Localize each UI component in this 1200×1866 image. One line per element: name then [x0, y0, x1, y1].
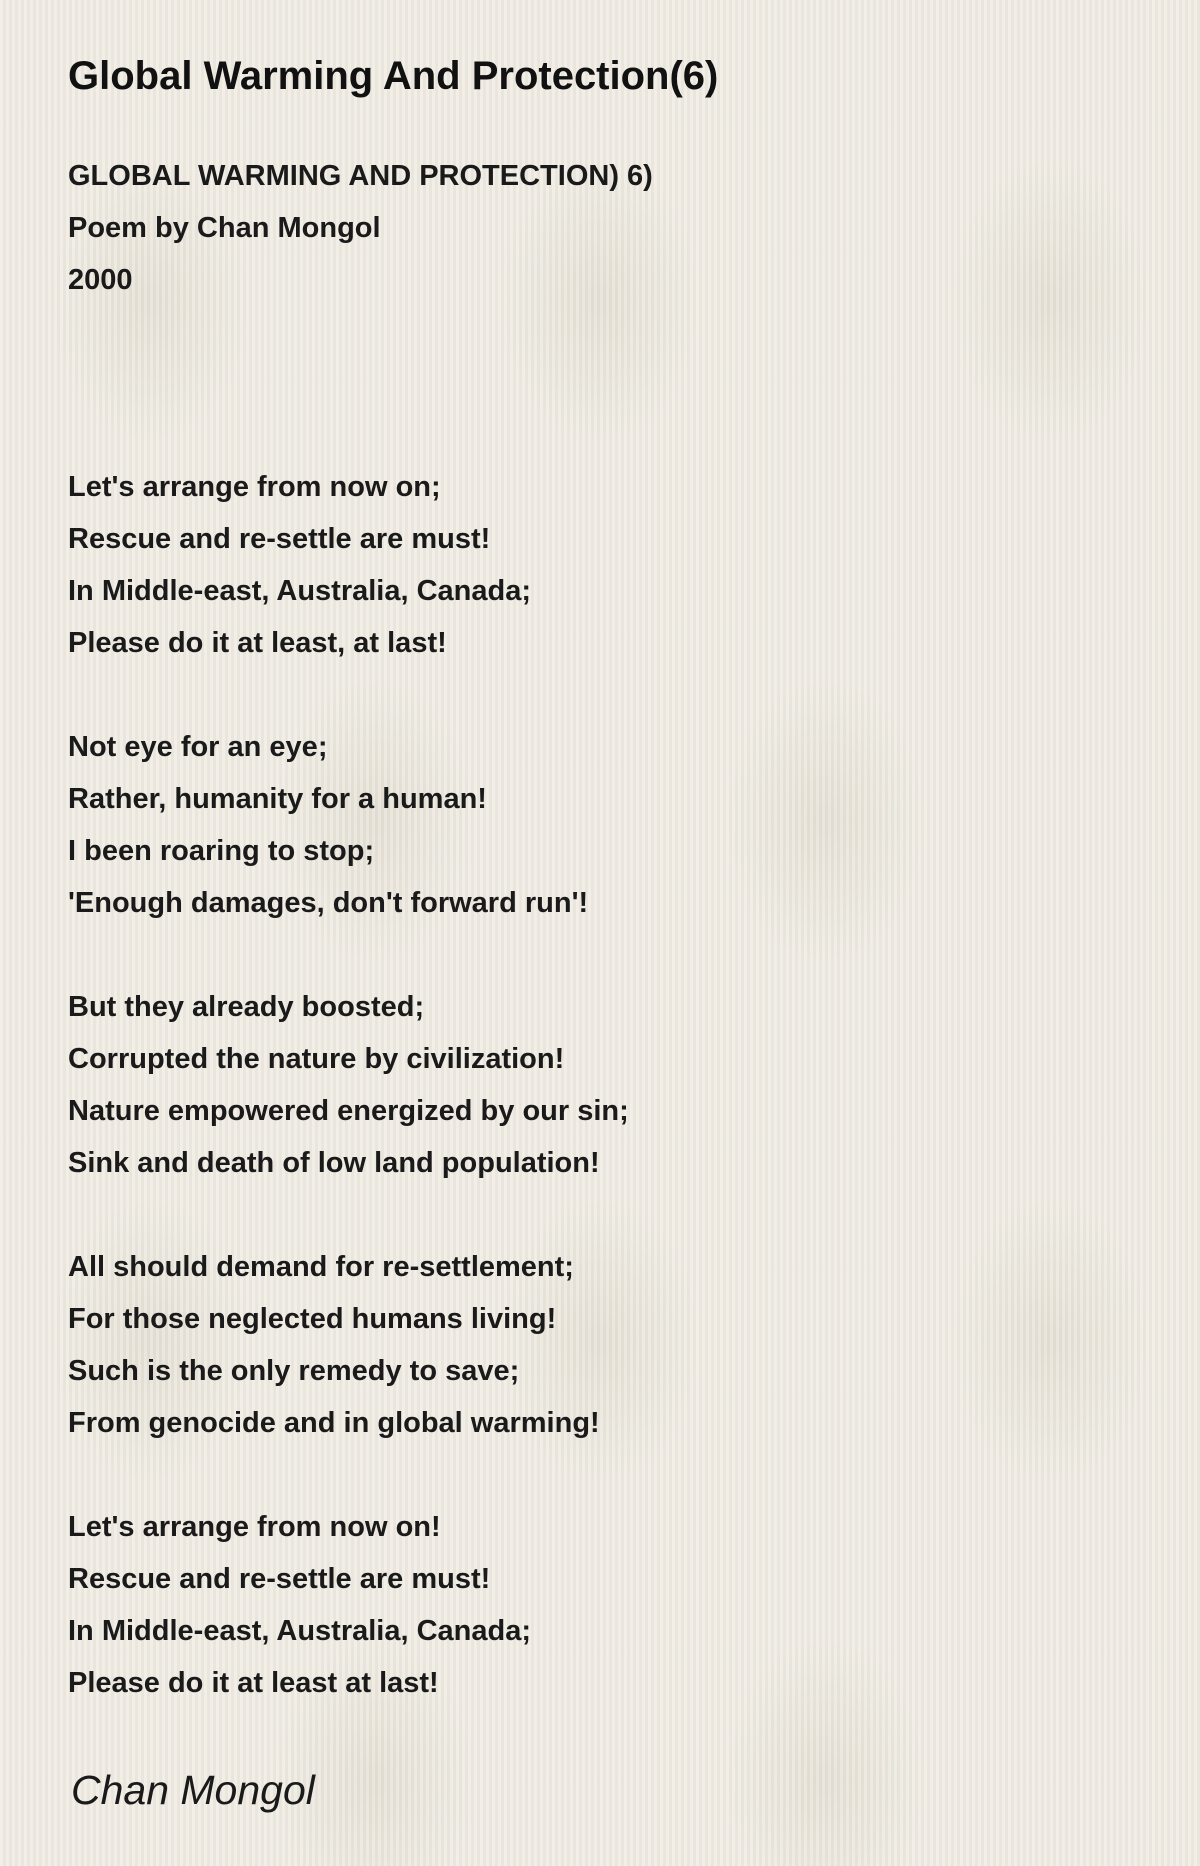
- stanza: [68, 981, 629, 1189]
- poem-year: 2000: [68, 264, 133, 296]
- poem-line: For those neglected humans living!: [68, 1303, 557, 1335]
- poem-line: Sink and death of low land population!: [68, 1147, 600, 1179]
- poem-subtitle: GLOBAL WARMING AND PROTECTION) 6): [68, 160, 653, 192]
- poem-byline: Poem by Chan Mongol: [68, 212, 381, 244]
- poem-body: [68, 461, 629, 1709]
- poem-title: Global Warming And Protection(6): [68, 54, 719, 98]
- poem-line: Please do it at least at last!: [68, 1667, 439, 1699]
- poem-line: Not eye for an eye;: [68, 731, 328, 763]
- poem-line: But they already boosted;: [68, 991, 425, 1023]
- poem-line: Rather, humanity for a human!: [68, 783, 487, 815]
- poem-line: From genocide and in global warming!: [68, 1407, 600, 1439]
- poem-line: Nature empowered energized by our sin;: [68, 1095, 629, 1127]
- stanza: [68, 1241, 629, 1449]
- poem-line: Rescue and re-settle are must!: [68, 523, 491, 555]
- poem-line: I been roaring to stop;: [68, 835, 375, 867]
- poem-line: All should demand for re-settlement;: [68, 1251, 574, 1283]
- poem-line: In Middle-east, Australia, Canada;: [68, 575, 532, 607]
- poem-line: In Middle-east, Australia, Canada;: [68, 1615, 532, 1647]
- poem-line: Rescue and re-settle are must!: [68, 1563, 491, 1595]
- poem-line: Corrupted the nature by civilization!: [68, 1043, 565, 1075]
- poem-line: Let's arrange from now on!: [68, 1511, 441, 1543]
- poem-line: 'Enough damages, don't forward run'!: [68, 887, 589, 919]
- author-signature: Chan Mongol: [71, 1767, 315, 1813]
- poem-line: Please do it at least, at last!: [68, 627, 447, 659]
- poem-header: [68, 150, 653, 306]
- stanza: [68, 721, 629, 929]
- poem-line: Let's arrange from now on;: [68, 471, 441, 503]
- poem-line: Such is the only remedy to save;: [68, 1355, 520, 1387]
- stanza: [68, 461, 629, 669]
- stanza: [68, 1501, 629, 1709]
